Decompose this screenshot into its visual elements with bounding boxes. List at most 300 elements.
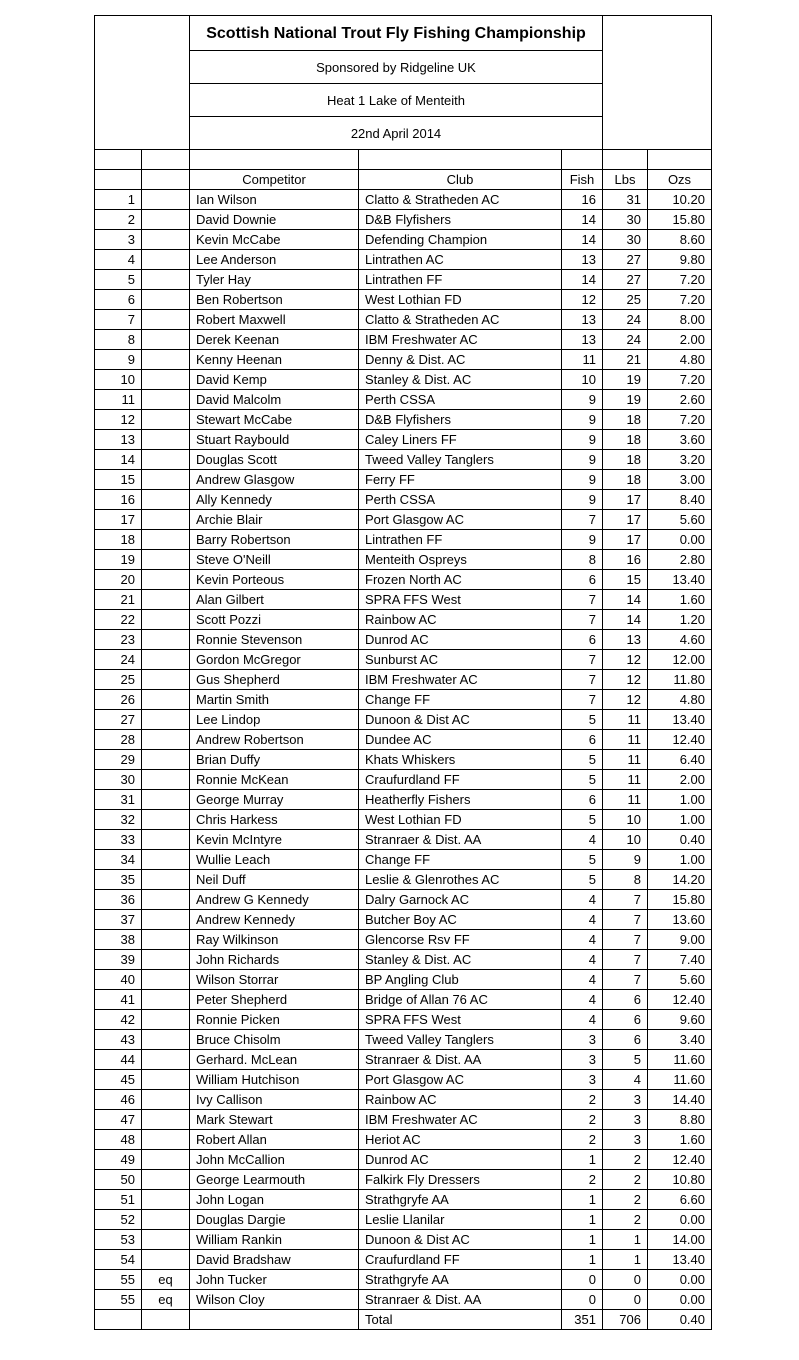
note-cell — [142, 790, 190, 810]
rank-cell: 45 — [95, 1070, 142, 1090]
fish-cell: 9 — [562, 470, 603, 490]
club-cell: Stranraer & Dist. AA — [359, 1050, 562, 1070]
note-cell — [142, 690, 190, 710]
club-cell: Craufurdland FF — [359, 770, 562, 790]
club-cell: Stranraer & Dist. AA — [359, 1290, 562, 1310]
note-cell — [142, 1070, 190, 1090]
table-row — [95, 910, 712, 930]
ozs-cell: 2.80 — [648, 550, 712, 570]
club-cell: Perth CSSA — [359, 390, 562, 410]
table-row — [95, 690, 712, 710]
fish-cell: 5 — [562, 850, 603, 870]
rank-cell: 18 — [95, 530, 142, 550]
competitor-cell: Kenny Heenan — [190, 350, 359, 370]
lbs-cell: 18 — [603, 410, 648, 430]
competitor-cell: Martin Smith — [190, 690, 359, 710]
ozs-cell: 0.00 — [648, 1270, 712, 1290]
club-cell: West Lothian FD — [359, 810, 562, 830]
fish-cell: 4 — [562, 930, 603, 950]
lbs-cell: 2 — [603, 1170, 648, 1190]
lbs-cell: 19 — [603, 370, 648, 390]
ozs-cell: 10.80 — [648, 1170, 712, 1190]
rank-cell: 48 — [95, 1130, 142, 1150]
club-cell: Change FF — [359, 850, 562, 870]
fish-cell: 5 — [562, 750, 603, 770]
table-row — [95, 550, 712, 570]
fish-cell: 9 — [562, 530, 603, 550]
lbs-cell: 18 — [603, 450, 648, 470]
rank-cell: 5 — [95, 270, 142, 290]
note-cell — [142, 1050, 190, 1070]
table-row — [95, 370, 712, 390]
rank-cell: 26 — [95, 690, 142, 710]
ozs-cell: 5.60 — [648, 970, 712, 990]
fish-cell: 13 — [562, 330, 603, 350]
competitor-cell: Ronnie McKean — [190, 770, 359, 790]
ozs-cell: 7.20 — [648, 290, 712, 310]
note-cell — [142, 290, 190, 310]
lbs-cell: 6 — [603, 1030, 648, 1050]
table-row — [95, 1250, 712, 1270]
fish-cell: 4 — [562, 1010, 603, 1030]
table-row — [95, 1070, 712, 1090]
competitor-cell: Alan Gilbert — [190, 590, 359, 610]
club-cell: Denny & Dist. AC — [359, 350, 562, 370]
rank-cell: 14 — [95, 450, 142, 470]
ozs-cell: 11.60 — [648, 1070, 712, 1090]
lbs-cell: 3 — [603, 1090, 648, 1110]
competitor-cell: George Learmouth — [190, 1170, 359, 1190]
rank-cell: 15 — [95, 470, 142, 490]
note-cell — [142, 550, 190, 570]
club-cell: BP Angling Club — [359, 970, 562, 990]
competitor-cell: John Logan — [190, 1190, 359, 1210]
ozs-cell: 6.40 — [648, 750, 712, 770]
lbs-header: Lbs — [603, 170, 648, 190]
table-row — [95, 890, 712, 910]
competitor-cell: John Tucker — [190, 1270, 359, 1290]
rank-cell: 35 — [95, 870, 142, 890]
rank-cell: 32 — [95, 810, 142, 830]
competitor-cell: Gordon McGregor — [190, 650, 359, 670]
note-cell — [142, 770, 190, 790]
ozs-cell: 14.40 — [648, 1090, 712, 1110]
competitor-cell: Kevin McCabe — [190, 230, 359, 250]
ozs-cell: 7.20 — [648, 270, 712, 290]
note-cell — [142, 590, 190, 610]
club-cell: Dunrod AC — [359, 630, 562, 650]
table-row — [95, 1130, 712, 1150]
fish-cell: 1 — [562, 1150, 603, 1170]
club-cell: IBM Freshwater AC — [359, 1110, 562, 1130]
note-cell — [142, 670, 190, 690]
spacer-row — [95, 150, 712, 170]
lbs-cell: 17 — [603, 490, 648, 510]
header-left-blank — [95, 16, 190, 150]
lbs-cell: 30 — [603, 210, 648, 230]
fish-cell: 6 — [562, 790, 603, 810]
competitor-cell: Lee Anderson — [190, 250, 359, 270]
ozs-cell: 0.00 — [648, 1290, 712, 1310]
ozs-cell: 4.60 — [648, 630, 712, 650]
rank-cell: 24 — [95, 650, 142, 670]
table-row — [95, 990, 712, 1010]
competitor-cell: David Kemp — [190, 370, 359, 390]
table-row — [95, 410, 712, 430]
rank-cell: 7 — [95, 310, 142, 330]
table-row — [95, 1010, 712, 1030]
note-cell — [142, 950, 190, 970]
rank-cell: 12 — [95, 410, 142, 430]
rank-cell: 38 — [95, 930, 142, 950]
lbs-cell: 2 — [603, 1150, 648, 1170]
table-row — [95, 490, 712, 510]
club-cell: Heatherfly Fishers — [359, 790, 562, 810]
club-cell: Stranraer & Dist. AA — [359, 830, 562, 850]
lbs-cell: 4 — [603, 1070, 648, 1090]
ozs-cell: 3.20 — [648, 450, 712, 470]
rank-cell: 28 — [95, 730, 142, 750]
note-cell — [142, 1230, 190, 1250]
total-rank-cell — [95, 1310, 142, 1330]
ozs-cell: 1.20 — [648, 610, 712, 630]
club-cell: Dalry Garnock AC — [359, 890, 562, 910]
competitor-cell: Chris Harkess — [190, 810, 359, 830]
fish-cell: 0 — [562, 1290, 603, 1310]
column-header-row — [95, 170, 712, 190]
competitor-cell: Scott Pozzi — [190, 610, 359, 630]
fish-cell: 5 — [562, 770, 603, 790]
fish-cell: 16 — [562, 190, 603, 210]
lbs-cell: 2 — [603, 1190, 648, 1210]
club-cell: Lintrathen FF — [359, 270, 562, 290]
lbs-cell: 11 — [603, 750, 648, 770]
club-cell: Leslie & Glenrothes AC — [359, 870, 562, 890]
lbs-cell: 3 — [603, 1110, 648, 1130]
table-row — [95, 790, 712, 810]
lbs-cell: 11 — [603, 710, 648, 730]
table-row — [95, 770, 712, 790]
lbs-cell: 18 — [603, 430, 648, 450]
fish-cell: 4 — [562, 830, 603, 850]
ozs-cell: 1.60 — [648, 1130, 712, 1150]
table-row — [95, 1270, 712, 1290]
rank-cell: 4 — [95, 250, 142, 270]
fish-cell: 9 — [562, 430, 603, 450]
lbs-cell: 27 — [603, 250, 648, 270]
competitor-cell: David Downie — [190, 210, 359, 230]
total-ozs: 0.40 — [648, 1310, 712, 1330]
competitor-cell: Wullie Leach — [190, 850, 359, 870]
table-row — [95, 650, 712, 670]
competitor-cell: Robert Maxwell — [190, 310, 359, 330]
competitor-cell: Ally Kennedy — [190, 490, 359, 510]
rank-cell: 6 — [95, 290, 142, 310]
note-cell — [142, 710, 190, 730]
ozs-cell: 12.00 — [648, 650, 712, 670]
table-row — [95, 210, 712, 230]
note-cell — [142, 570, 190, 590]
table-row — [95, 1190, 712, 1210]
fish-cell: 3 — [562, 1030, 603, 1050]
lbs-cell: 24 — [603, 310, 648, 330]
lbs-cell: 11 — [603, 770, 648, 790]
fish-cell: 9 — [562, 450, 603, 470]
note-cell — [142, 630, 190, 650]
fish-cell: 13 — [562, 310, 603, 330]
lbs-cell: 30 — [603, 230, 648, 250]
competitor-cell: Brian Duffy — [190, 750, 359, 770]
table-row — [95, 830, 712, 850]
competitor-cell: George Murray — [190, 790, 359, 810]
heat-line: Heat 1 Lake of Menteith — [190, 84, 603, 117]
club-cell: Stanley & Dist. AC — [359, 950, 562, 970]
ozs-cell: 2.00 — [648, 770, 712, 790]
note-cell — [142, 330, 190, 350]
fish-cell: 1 — [562, 1210, 603, 1230]
table-row — [95, 270, 712, 290]
note-header — [142, 170, 190, 190]
lbs-cell: 11 — [603, 730, 648, 750]
club-cell: Defending Champion — [359, 230, 562, 250]
competitor-cell: David Malcolm — [190, 390, 359, 410]
club-cell: Clatto & Stratheden AC — [359, 310, 562, 330]
table-row — [95, 530, 712, 550]
rank-header — [95, 170, 142, 190]
results-sheet — [94, 15, 712, 1330]
fish-cell: 13 — [562, 250, 603, 270]
rank-cell: 20 — [95, 570, 142, 590]
note-cell — [142, 310, 190, 330]
rank-cell: 30 — [95, 770, 142, 790]
competitor-cell: Douglas Dargie — [190, 1210, 359, 1230]
rank-cell: 41 — [95, 990, 142, 1010]
header-right-blank — [603, 16, 712, 150]
ozs-cell: 3.00 — [648, 470, 712, 490]
note-cell — [142, 1130, 190, 1150]
table-row — [95, 810, 712, 830]
ozs-cell: 1.00 — [648, 850, 712, 870]
rank-cell: 22 — [95, 610, 142, 630]
club-cell: Craufurdland FF — [359, 1250, 562, 1270]
competitor-cell: Wilson Storrar — [190, 970, 359, 990]
note-cell — [142, 450, 190, 470]
note-cell — [142, 830, 190, 850]
fish-cell: 6 — [562, 730, 603, 750]
note-cell — [142, 250, 190, 270]
fish-cell: 9 — [562, 490, 603, 510]
rank-cell: 10 — [95, 370, 142, 390]
fish-cell: 5 — [562, 710, 603, 730]
lbs-cell: 31 — [603, 190, 648, 210]
fish-cell: 1 — [562, 1230, 603, 1250]
rank-cell: 17 — [95, 510, 142, 530]
club-cell: D&B Flyfishers — [359, 410, 562, 430]
ozs-cell: 14.00 — [648, 1230, 712, 1250]
competitor-cell: Wilson Cloy — [190, 1290, 359, 1310]
note-cell — [142, 430, 190, 450]
rank-cell: 47 — [95, 1110, 142, 1130]
club-cell: Lintrathen AC — [359, 250, 562, 270]
ozs-cell: 9.80 — [648, 250, 712, 270]
rank-cell: 42 — [95, 1010, 142, 1030]
note-cell — [142, 870, 190, 890]
rank-cell: 27 — [95, 710, 142, 730]
rank-cell: 9 — [95, 350, 142, 370]
competitor-cell: Mark Stewart — [190, 1110, 359, 1130]
competitor-cell: Gerhard. McLean — [190, 1050, 359, 1070]
lbs-cell: 6 — [603, 990, 648, 1010]
fish-cell: 7 — [562, 510, 603, 530]
table-row — [95, 590, 712, 610]
ozs-cell: 7.20 — [648, 370, 712, 390]
fish-cell: 7 — [562, 590, 603, 610]
rank-cell: 1 — [95, 190, 142, 210]
note-cell — [142, 910, 190, 930]
competitor-cell: Peter Shepherd — [190, 990, 359, 1010]
competitor-cell: Ronnie Stevenson — [190, 630, 359, 650]
fish-cell: 0 — [562, 1270, 603, 1290]
lbs-cell: 7 — [603, 970, 648, 990]
note-cell — [142, 390, 190, 410]
rank-cell: 55 — [95, 1270, 142, 1290]
note-cell — [142, 1030, 190, 1050]
competitor-cell: Kevin McIntyre — [190, 830, 359, 850]
note-cell — [142, 230, 190, 250]
club-cell: Perth CSSA — [359, 490, 562, 510]
club-cell: Strathgryfe AA — [359, 1270, 562, 1290]
club-cell: Leslie Llanilar — [359, 1210, 562, 1230]
ozs-cell: 0.40 — [648, 830, 712, 850]
total-note-cell — [142, 1310, 190, 1330]
table-row — [95, 570, 712, 590]
club-cell: Lintrathen FF — [359, 530, 562, 550]
rank-cell: 46 — [95, 1090, 142, 1110]
lbs-cell: 7 — [603, 950, 648, 970]
club-cell: Change FF — [359, 690, 562, 710]
fish-cell: 11 — [562, 350, 603, 370]
ozs-cell: 2.60 — [648, 390, 712, 410]
ozs-cell: 15.80 — [648, 210, 712, 230]
fish-cell: 4 — [562, 950, 603, 970]
fish-cell: 5 — [562, 870, 603, 890]
table-row — [95, 1050, 712, 1070]
note-cell — [142, 1010, 190, 1030]
competitor-cell: Ronnie Picken — [190, 1010, 359, 1030]
competitor-cell: Neil Duff — [190, 870, 359, 890]
note-cell — [142, 850, 190, 870]
fish-cell: 9 — [562, 410, 603, 430]
competitor-cell: John Richards — [190, 950, 359, 970]
table-row — [95, 1110, 712, 1130]
club-cell: Butcher Boy AC — [359, 910, 562, 930]
ozs-cell: 12.40 — [648, 1150, 712, 1170]
total-lbs: 706 — [603, 1310, 648, 1330]
club-cell: Ferry FF — [359, 470, 562, 490]
ozs-cell: 7.20 — [648, 410, 712, 430]
competitor-cell: Andrew Robertson — [190, 730, 359, 750]
ozs-cell: 1.00 — [648, 810, 712, 830]
rank-cell: 54 — [95, 1250, 142, 1270]
club-cell: SPRA FFS West — [359, 590, 562, 610]
lbs-cell: 12 — [603, 670, 648, 690]
ozs-cell: 8.80 — [648, 1110, 712, 1130]
club-cell: Port Glasgow AC — [359, 1070, 562, 1090]
competitor-cell: Derek Keenan — [190, 330, 359, 350]
lbs-cell: 13 — [603, 630, 648, 650]
ozs-cell: 1.00 — [648, 790, 712, 810]
competitor-cell: Lee Lindop — [190, 710, 359, 730]
rank-cell: 13 — [95, 430, 142, 450]
club-cell: Tweed Valley Tanglers — [359, 450, 562, 470]
rank-cell: 8 — [95, 330, 142, 350]
lbs-cell: 17 — [603, 530, 648, 550]
lbs-cell: 5 — [603, 1050, 648, 1070]
table-row — [95, 330, 712, 350]
fish-cell: 4 — [562, 890, 603, 910]
rank-cell: 43 — [95, 1030, 142, 1050]
note-cell — [142, 1250, 190, 1270]
table-row — [95, 1090, 712, 1110]
competitor-cell: John McCallion — [190, 1150, 359, 1170]
total-fish: 351 — [562, 1310, 603, 1330]
note-cell — [142, 750, 190, 770]
table-row — [95, 750, 712, 770]
ozs-cell: 8.40 — [648, 490, 712, 510]
rank-cell: 16 — [95, 490, 142, 510]
table-row — [95, 310, 712, 330]
rank-cell: 33 — [95, 830, 142, 850]
note-cell — [142, 730, 190, 750]
club-cell: Port Glasgow AC — [359, 510, 562, 530]
fish-cell: 14 — [562, 210, 603, 230]
total-competitor-cell — [190, 1310, 359, 1330]
club-cell: Falkirk Fly Dressers — [359, 1170, 562, 1190]
competitor-cell: Stuart Raybould — [190, 430, 359, 450]
ozs-cell: 12.40 — [648, 730, 712, 750]
table-row — [95, 470, 712, 490]
rank-cell: 31 — [95, 790, 142, 810]
note-cell — [142, 530, 190, 550]
table-row — [95, 1210, 712, 1230]
lbs-cell: 14 — [603, 590, 648, 610]
lbs-cell: 3 — [603, 1130, 648, 1150]
note-cell — [142, 930, 190, 950]
competitor-cell: Andrew G Kennedy — [190, 890, 359, 910]
note-cell — [142, 990, 190, 1010]
note-cell — [142, 1170, 190, 1190]
fish-cell: 12 — [562, 290, 603, 310]
lbs-cell: 2 — [603, 1210, 648, 1230]
note-cell — [142, 270, 190, 290]
club-cell: Stanley & Dist. AC — [359, 370, 562, 390]
table-row — [95, 510, 712, 530]
fish-cell: 14 — [562, 270, 603, 290]
club-cell: Tweed Valley Tanglers — [359, 1030, 562, 1050]
fish-cell: 3 — [562, 1070, 603, 1090]
ozs-cell: 0.00 — [648, 530, 712, 550]
rank-cell: 51 — [95, 1190, 142, 1210]
ozs-header: Ozs — [648, 170, 712, 190]
ozs-cell: 8.60 — [648, 230, 712, 250]
club-cell: Bridge of Allan 76 AC — [359, 990, 562, 1010]
club-cell: Heriot AC — [359, 1130, 562, 1150]
lbs-cell: 1 — [603, 1250, 648, 1270]
fish-cell: 7 — [562, 610, 603, 630]
lbs-cell: 7 — [603, 930, 648, 950]
club-cell: West Lothian FD — [359, 290, 562, 310]
fish-cell: 3 — [562, 1050, 603, 1070]
